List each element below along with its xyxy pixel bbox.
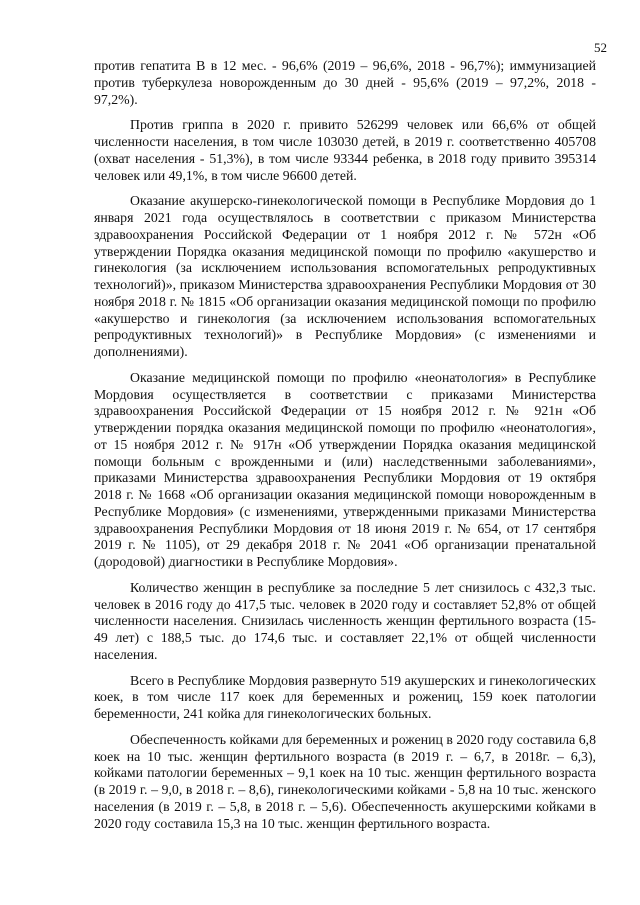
paragraph-flu-vaccination: Против гриппа в 2020 г. привито 526299 человек или 66,6% от общей численности населения, в том числе 103030 детей, в 2019 г. соответственно 405708 (охват населения - 51,3%), в том числе 93344 ребенка, в 2018 году привито 395314 человек или 49,1%, в том числе 96600 детей. bbox=[94, 117, 596, 183]
paragraph-neonatology-care: Оказание медицинской помощи по профилю «неонатология» в Республике Мордовия осуществляется в соответствии с приказами Министерства здравоохранения Российской Федерации от 15 ноября 2012 г. № 921н «Об утверждении порядка оказания медицинской помощи по профилю «неонатология», от 15 ноября 2012 г. № 917н «Об утверждении Порядка оказания медицинской помощи больным с врожденными и (или) наследственными заболеваниями», приказами Министерства здравоохранения Республики Мордовия от 19 октября 2018 г. № 1668 «Об организации оказания медицинской помощи новорожденным в Республике Мордовия» (с изменениями, утвержденными приказами Министерства здравоохранения Республики Мордовия от 18 июня 2019 г. № 654, от 17 сентября 2019 г. № 1105), от 29 декабря 2018 г. № 2041 «Об организации пренатальной (дородовой) диагностики в Республике Мордовия». bbox=[94, 369, 596, 569]
paragraph-beds-provision: Обеспеченность койками для беременных и рожениц в 2020 году составила 6,8 коек на 10 тыс. женщин фертильного возраста (в 2019 г. – 6,7, в 2018г. – 6,3), койками патологии беременных – 9,1 коек на 10 тыс. женщин фертильного возраста (в 2019 г. – 9,0, в 2018 г. – 8,6), гинекологическими койками - 5,8 на 10 тыс. женского населения (в 2019 г. – 5,8, в 2018 г. – 5,6). Обеспеченность акушерскими койками в 2020 году составила 15,3 на 10 тыс. женщин фертильного возраста. bbox=[94, 731, 596, 831]
paragraph-women-count: Количество женщин в республике за последние 5 лет снизилось с 432,3 тыс. человек в 2016 году до 417,5 тыс. человек в 2020 году и составляет 52,8% от общей численности населения. Снизилась численность женщин фертильного возраста (15-49 лет) с 188,5 тыс. до 174,6 тыс. и составляет 22,1% от общей численности населения. bbox=[94, 579, 596, 662]
page-number: 52 bbox=[594, 40, 607, 55]
paragraph-vaccination-hepatitis-tb: против гепатита В в 12 мес. - 96,6% (2019 – 96,6%, 2018 - 96,7%); иммунизацией против туберкулеза новорожденным до 30 дней - 95,6% (2019 – 97,2%, 2018 - 97,2%). bbox=[94, 58, 596, 107]
paragraph-beds-total: Всего в Республике Мордовия развернуто 519 акушерских и гинекологических коек, в том числе 117 коек для беременных и рожениц, 159 коек патологии беременности, 241 койка для гинекологических больных. bbox=[94, 672, 596, 721]
document-body bbox=[94, 58, 596, 832]
paragraph-obstetric-care: Оказание акушерско-гинекологической помощи в Республике Мордовия до 1 января 2021 года осуществлялось в соответствии с приказом Министерства здравоохранения Российской Федерации от 1 ноября 2012 г. № 572н «Об утверждении Порядка оказания медицинской помощи по профилю «акушерство и гинекология (за исключением использования вспомогательных репродуктивных технологий)», приказом Министерства здравоохранения Республики Мордовия от 30 ноября 2018 г. № 1815 «Об организации оказания медицинской помощи по профилю «акушерство и гинекология (за исключением использования вспомогательных репродуктивных технологий)» в Республике Мордовия» (с изменениями и дополнениями). bbox=[94, 193, 596, 359]
